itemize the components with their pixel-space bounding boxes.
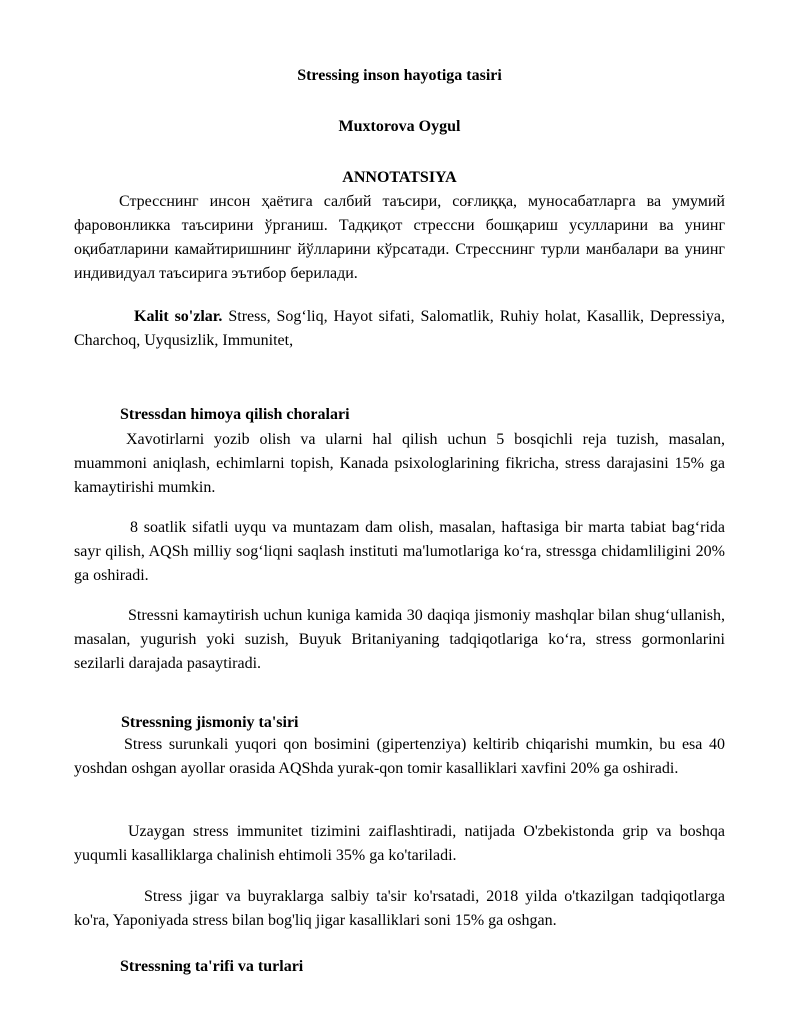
section-heading-physical: Stressning jismoniy ta'siri	[121, 714, 299, 731]
annotation-paragraph: Стресснинг инсон ҳаётига салбий таъсири, соғлиққа, муносабатларга ва умумий фаровонликка таъсирини ўрганиш. Тадқиқот стрессни бошқариш усулларини ва унинг оқибатларини камайтиришнинг йўлларини кўрсатади. Стресснинг турли манбалари ва унинг индивидуал таъсирига эътибор берилади.	[74, 193, 725, 282]
protection-paragraph-3: Stressni kamaytirish uchun kuniga kamida 30 daqiqa jismoniy mashqlar bilan shug‘ullanish, masalan, yugurish yoki suzish, Buyuk Britaniyaning tadqiqotlariga ko‘ra, stress gormonlarini sezilarli darajada pasaytiradi.	[74, 607, 725, 672]
section-heading-protection: Stressdan himoya qilish choralari	[120, 406, 350, 423]
keywords-paragraph	[74, 305, 725, 353]
section-heading-definition: Stressning ta'rifi va turlari	[120, 958, 304, 975]
author-name: Muxtorova Oygul	[338, 118, 461, 135]
protection-paragraph-2: 8 soatlik sifatli uyqu va muntazam dam olish, masalan, haftasiga bir marta tabiat bag‘rida sayr qilish, AQSh milliy sog‘liqni saqlash instituti ma'lumotlariga ko‘ra, stressga chidamliligini 20% ga oshiradi.	[74, 519, 725, 584]
keywords-list: Stress, Sog‘liq, Hayot sifati, Salomatlik, Ruhiy holat, Kasallik, Depressiya, Charchoq, Uyqusizlik, Immunitet,	[74, 308, 726, 349]
physical-paragraph-2: Uzaygan stress immunitet tizimini zaiflashtiradi, natijada O'zbekistonda grip va boshqa yuqumli kasalliklarga chalinish ehtimoli 35% ga ko'tariladi.	[74, 823, 725, 864]
document-title: Stressing inson hayotiga tasiri	[297, 67, 502, 84]
physical-paragraph-1: Stress surunkali yuqori qon bosimini (gipertenziya) keltirib chiqarishi mumkin, bu esa 40 yoshdan oshgan ayollar orasida AQShda yurak-qon tomir kasalliklari xavfini 20% ga oshiradi.	[74, 736, 725, 777]
physical-paragraph-3: Stress jigar va buyraklarga salbiy ta'sir ko'rsatadi, 2018 yilda o'tkazilgan tadqiqotlarga ko'ra, Yaponiyada stress bilan bog'liq jigar kasalliklari soni 15% ga oshgan.	[74, 888, 725, 929]
protection-paragraph-1: Xavotirlarni yozib olish va ularni hal qilish uchun 5 bosqichli reja tuzish, masalan, muammoni aniqlash, echimlarni topish, Kanada psixologlarining fikricha, stress darajasini 15% ga kamaytirishi mumkin.	[74, 431, 725, 496]
annotation-heading: ANNOTATSIYA	[342, 169, 457, 186]
keywords-label: Kalit so'zlar.	[134, 308, 223, 325]
